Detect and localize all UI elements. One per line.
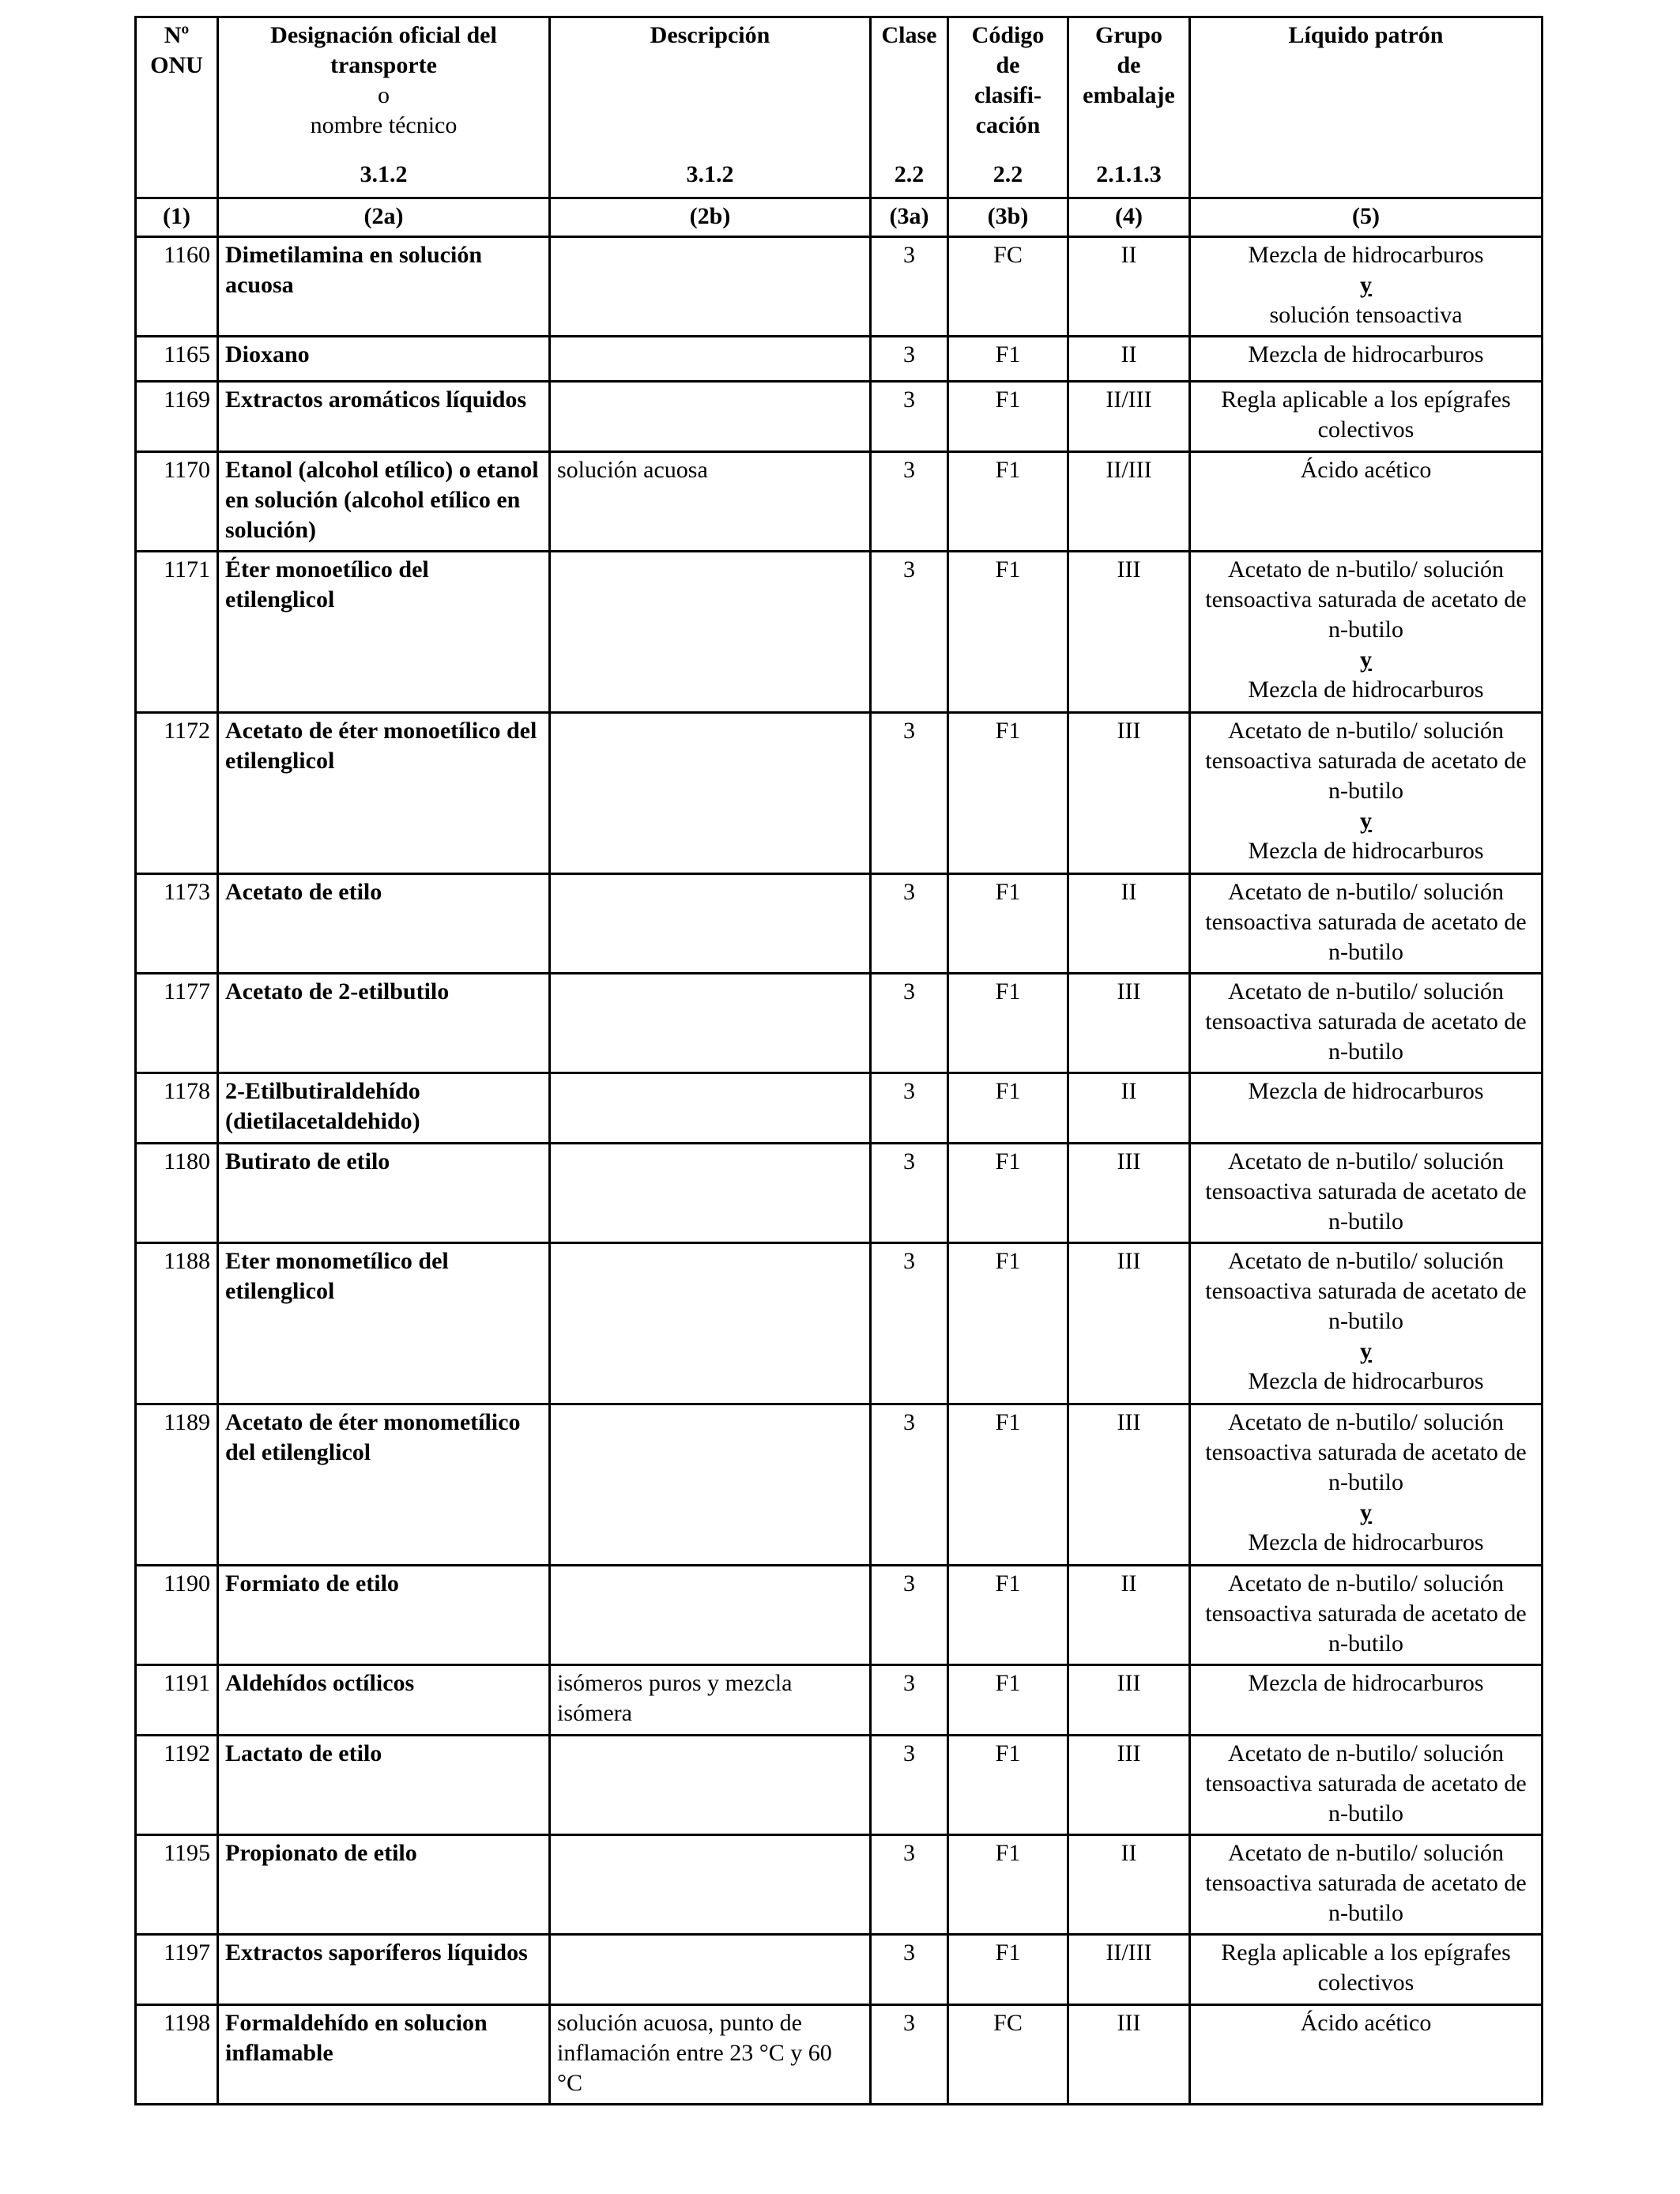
designation-cell: Dimetilamina en solución acuosa	[218, 237, 550, 337]
designation-cell: Formiato de etilo	[218, 1566, 550, 1665]
classification-code-cell: F1	[948, 452, 1068, 552]
designation-cell: 2-Etilbutiraldehído (dietilacetaldehido)	[218, 1073, 550, 1144]
standard-liquid-cell	[1190, 1835, 1543, 1935]
un-number-cell: 1197	[136, 1935, 218, 2005]
description-cell	[550, 1736, 871, 1835]
designation-cell: Lactato de etilo	[218, 1736, 550, 1835]
packing-group-cell: II	[1068, 237, 1190, 337]
header-standard-liquid: Líquido patrón	[1190, 17, 1543, 198]
classification-code-cell: F1	[948, 974, 1068, 1073]
un-number-cell: 1177	[136, 974, 218, 1073]
standard-liquid-line: Acetato de n-butilo/ solución tensoactiva saturada de acetato de n-butilo	[1205, 1740, 1527, 1826]
table-row	[136, 874, 1543, 974]
designation-cell: Extractos saporíferos líquidos	[218, 1935, 550, 2005]
standard-liquid-cell	[1190, 1665, 1543, 1736]
header-packing-group-ref: 2.1.1.3	[1096, 161, 1162, 187]
table-row	[136, 1144, 1543, 1243]
designation-cell: Éter monoetílico del etilenglicol	[218, 552, 550, 713]
packing-group-cell: III	[1068, 1404, 1190, 1566]
table-row	[136, 552, 1543, 713]
standard-liquid-line: Regla aplicable a los epígrafes colectivos	[1221, 1940, 1511, 1996]
un-number-cell: 1170	[136, 452, 218, 552]
standard-liquid-line: Ácido acético	[1300, 2010, 1432, 2036]
table-row	[136, 1243, 1543, 1404]
column-index: (2a)	[218, 198, 550, 237]
column-index: (5)	[1190, 198, 1543, 237]
class-cell: 3	[871, 237, 948, 337]
standard-liquid-line: Mezcla de hidrocarburos	[1248, 341, 1484, 368]
header-class-ref: 2.2	[894, 161, 925, 187]
description-cell	[550, 1144, 871, 1243]
class-cell: 3	[871, 1243, 948, 1404]
standard-liquid-cell	[1190, 1935, 1543, 2005]
class-cell: 3	[871, 452, 948, 552]
standard-liquid-cell	[1190, 713, 1543, 874]
column-index-row	[136, 198, 1543, 237]
standard-liquid-cell	[1190, 452, 1543, 552]
packing-group-cell: II	[1068, 874, 1190, 974]
standard-liquid-line: Acetato de n-butilo/ solución tensoactiva saturada de acetato de n-butilo	[1205, 879, 1527, 965]
description-cell	[550, 552, 871, 713]
classification-code-cell: F1	[948, 1935, 1068, 2005]
standard-liquid-line: solución tensoactiva	[1269, 302, 1463, 328]
conjunction-label: y	[1360, 808, 1372, 834]
standard-liquid-cell	[1190, 552, 1543, 713]
description-cell: solución acuosa	[550, 452, 871, 552]
class-cell: 3	[871, 874, 948, 974]
standard-liquid-line: Mezcla de hidrocarburos	[1248, 838, 1484, 864]
standard-liquid-cell	[1190, 382, 1543, 452]
classification-code-cell: FC	[948, 237, 1068, 337]
standard-liquid-cell	[1190, 874, 1543, 974]
designation-cell: Acetato de éter monometílico del etilenglicol	[218, 1404, 550, 1566]
standard-liquid-line: Mezcla de hidrocarburos	[1248, 242, 1484, 268]
packing-group-cell: II	[1068, 1566, 1190, 1665]
header-designation-ref: 3.1.2	[360, 161, 408, 187]
standard-liquid-line: Regla aplicable a los epígrafes colectivos	[1221, 386, 1511, 443]
column-index: (2b)	[550, 198, 871, 237]
classification-code-cell: F1	[948, 1404, 1068, 1566]
classification-code-cell: F1	[948, 1835, 1068, 1935]
standard-liquid-line: Acetato de n-butilo/ solución tensoactiva saturada de acetato de n-butilo	[1205, 1148, 1527, 1235]
class-cell: 3	[871, 1144, 948, 1243]
un-number-cell: 1198	[136, 2005, 218, 2105]
standard-liquid-line: Acetato de n-butilo/ solución tensoactiva saturada de acetato de n-butilo	[1205, 1248, 1527, 1334]
standard-liquid-cell	[1190, 337, 1543, 382]
standard-liquid-cell	[1190, 237, 1543, 337]
designation-cell: Formaldehído en solucion inflamable	[218, 2005, 550, 2105]
packing-group-cell: III	[1068, 1243, 1190, 1404]
conjunction-label: y	[1360, 1338, 1372, 1364]
un-number-cell: 1188	[136, 1243, 218, 1404]
classification-code-cell: F1	[948, 337, 1068, 382]
description-cell	[550, 1404, 871, 1566]
class-cell: 3	[871, 1404, 948, 1566]
standard-liquid-line: Mezcla de hidrocarburos	[1248, 677, 1484, 703]
header-classification-code-ref: 2.2	[993, 161, 1023, 187]
packing-group-cell: III	[1068, 552, 1190, 713]
class-cell: 3	[871, 1835, 948, 1935]
header-class: Clase 2.2	[871, 17, 948, 198]
description-cell: isómeros puros y mezcla isómera	[550, 1665, 871, 1736]
column-index: (4)	[1068, 198, 1190, 237]
class-cell: 3	[871, 552, 948, 713]
table-row	[136, 337, 1543, 382]
table-row	[136, 382, 1543, 452]
table-row	[136, 1935, 1543, 2005]
standard-liquid-line: Ácido acético	[1300, 457, 1432, 483]
un-number-cell: 1190	[136, 1566, 218, 1665]
standard-liquid-cell	[1190, 2005, 1543, 2105]
column-index: (3a)	[871, 198, 948, 237]
standard-liquid-line: Mezcla de hidrocarburos	[1248, 1078, 1484, 1104]
table-row	[136, 713, 1543, 874]
classification-code-cell: F1	[948, 713, 1068, 874]
designation-cell: Etanol (alcohol etílico) o etanol en solución (alcohol etílico en solución)	[218, 452, 550, 552]
classification-code-cell: F1	[948, 1736, 1068, 1835]
classification-code-cell: F1	[948, 1144, 1068, 1243]
description-cell	[550, 1935, 871, 2005]
standard-liquid-line: Acetato de n-butilo/ solución tensoactiva saturada de acetato de n-butilo	[1205, 1840, 1527, 1926]
description-cell	[550, 1566, 871, 1665]
header-packing-group: Grupo de embalaje 2.1.1.3	[1068, 17, 1190, 198]
class-cell: 3	[871, 1073, 948, 1144]
class-cell: 3	[871, 1935, 948, 2005]
table-row	[136, 2005, 1543, 2105]
standard-liquid-line: Mezcla de hidrocarburos	[1248, 1529, 1484, 1555]
description-cell: solución acuosa, punto de inflamación entre 23 °C y 60 °C	[550, 2005, 871, 2105]
un-number-cell: 1191	[136, 1665, 218, 1736]
table-row	[136, 1736, 1543, 1835]
un-number-cell: 1172	[136, 713, 218, 874]
class-cell: 3	[871, 1566, 948, 1665]
description-cell	[550, 1073, 871, 1144]
un-number-cell: 1165	[136, 337, 218, 382]
standard-liquid-line: Acetato de n-butilo/ solución tensoactiva saturada de acetato de n-butilo	[1205, 1409, 1527, 1495]
packing-group-cell: II/III	[1068, 382, 1190, 452]
un-number-cell: 1189	[136, 1404, 218, 1566]
table-row	[136, 1835, 1543, 1935]
standard-liquid-cell	[1190, 974, 1543, 1073]
table-row	[136, 1404, 1543, 1566]
conjunction-label: y	[1360, 272, 1372, 298]
packing-group-cell: III	[1068, 974, 1190, 1073]
header-description: Descripción 3.1.2	[550, 17, 871, 198]
description-cell	[550, 974, 871, 1073]
standard-liquid-cell	[1190, 1404, 1543, 1566]
classification-code-cell: F1	[948, 1566, 1068, 1665]
standard-liquid-line: Acetato de n-butilo/ solución tensoactiva saturada de acetato de n-butilo	[1205, 1570, 1527, 1657]
description-cell	[550, 337, 871, 382]
class-cell: 3	[871, 2005, 948, 2105]
column-index: (3b)	[948, 198, 1068, 237]
designation-cell: Acetato de etilo	[218, 874, 550, 974]
table-row	[136, 452, 1543, 552]
standard-liquid-line: Acetato de n-butilo/ solución tensoactiva saturada de acetato de n-butilo	[1205, 718, 1527, 804]
packing-group-cell: III	[1068, 1144, 1190, 1243]
classification-code-cell: F1	[948, 382, 1068, 452]
class-cell: 3	[871, 713, 948, 874]
designation-cell: Propionato de etilo	[218, 1835, 550, 1935]
substances-table	[134, 16, 1543, 2105]
description-cell	[550, 874, 871, 974]
standard-liquid-line: Acetato de n-butilo/ solución tensoactiva saturada de acetato de n-butilo	[1205, 556, 1527, 643]
table-row	[136, 237, 1543, 337]
class-cell: 3	[871, 974, 948, 1073]
un-number-cell: 1180	[136, 1144, 218, 1243]
designation-cell: Acetato de 2-etilbutilo	[218, 974, 550, 1073]
standard-liquid-line: Mezcla de hidrocarburos	[1248, 1670, 1484, 1696]
standard-liquid-cell	[1190, 1243, 1543, 1404]
packing-group-cell: II	[1068, 337, 1190, 382]
un-number-cell: 1169	[136, 382, 218, 452]
un-number-cell: 1178	[136, 1073, 218, 1144]
designation-cell: Aldehídos octílicos	[218, 1665, 550, 1736]
un-number-cell: 1195	[136, 1835, 218, 1935]
table-row	[136, 1073, 1543, 1144]
packing-group-cell: II/III	[1068, 1935, 1190, 2005]
header-classification-code: Código de clasifi- cación 2.2	[948, 17, 1068, 198]
conjunction-label: y	[1360, 647, 1372, 673]
header-designation: Designación oficial del transporte o nombre técnico 3.1.2	[218, 17, 550, 198]
packing-group-cell: III	[1068, 713, 1190, 874]
designation-cell: Butirato de etilo	[218, 1144, 550, 1243]
description-cell	[550, 1835, 871, 1935]
class-cell: 3	[871, 1665, 948, 1736]
description-cell	[550, 237, 871, 337]
table-row	[136, 1566, 1543, 1665]
class-cell: 3	[871, 1736, 948, 1835]
classification-code-cell: FC	[948, 2005, 1068, 2105]
classification-code-cell: F1	[948, 1243, 1068, 1404]
standard-liquid-line: Mezcla de hidrocarburos	[1248, 1368, 1484, 1394]
description-cell	[550, 382, 871, 452]
designation-cell: Dioxano	[218, 337, 550, 382]
designation-cell: Eter monometílico del etilenglicol	[218, 1243, 550, 1404]
packing-group-cell: III	[1068, 1736, 1190, 1835]
classification-code-cell: F1	[948, 1073, 1068, 1144]
table-row	[136, 1665, 1543, 1736]
description-cell	[550, 713, 871, 874]
table-row	[136, 974, 1543, 1073]
un-number-cell: 1160	[136, 237, 218, 337]
description-cell	[550, 1243, 871, 1404]
standard-liquid-cell	[1190, 1566, 1543, 1665]
packing-group-cell: II	[1068, 1835, 1190, 1935]
standard-liquid-line: Acetato de n-butilo/ solución tensoactiva saturada de acetato de n-butilo	[1205, 978, 1527, 1065]
class-cell: 3	[871, 382, 948, 452]
class-cell: 3	[871, 337, 948, 382]
un-number-cell: 1171	[136, 552, 218, 713]
conjunction-label: y	[1360, 1499, 1372, 1525]
header-un-number: Nº ONU	[136, 17, 218, 198]
packing-group-cell: II	[1068, 1073, 1190, 1144]
packing-group-cell: III	[1068, 2005, 1190, 2105]
designation-cell: Extractos aromáticos líquidos	[218, 382, 550, 452]
un-number-cell: 1173	[136, 874, 218, 974]
classification-code-cell: F1	[948, 874, 1068, 974]
classification-code-cell: F1	[948, 552, 1068, 713]
header-description-ref: 3.1.2	[686, 161, 734, 187]
standard-liquid-cell	[1190, 1144, 1543, 1243]
packing-group-cell: III	[1068, 1665, 1190, 1736]
un-number-cell: 1192	[136, 1736, 218, 1835]
classification-code-cell: F1	[948, 1665, 1068, 1736]
standard-liquid-cell	[1190, 1073, 1543, 1144]
header-row	[136, 17, 1543, 198]
table-body	[136, 237, 1543, 2105]
column-index: (1)	[136, 198, 218, 237]
packing-group-cell: II/III	[1068, 452, 1190, 552]
designation-cell: Acetato de éter monoetílico del etilenglicol	[218, 713, 550, 874]
standard-liquid-cell	[1190, 1736, 1543, 1835]
